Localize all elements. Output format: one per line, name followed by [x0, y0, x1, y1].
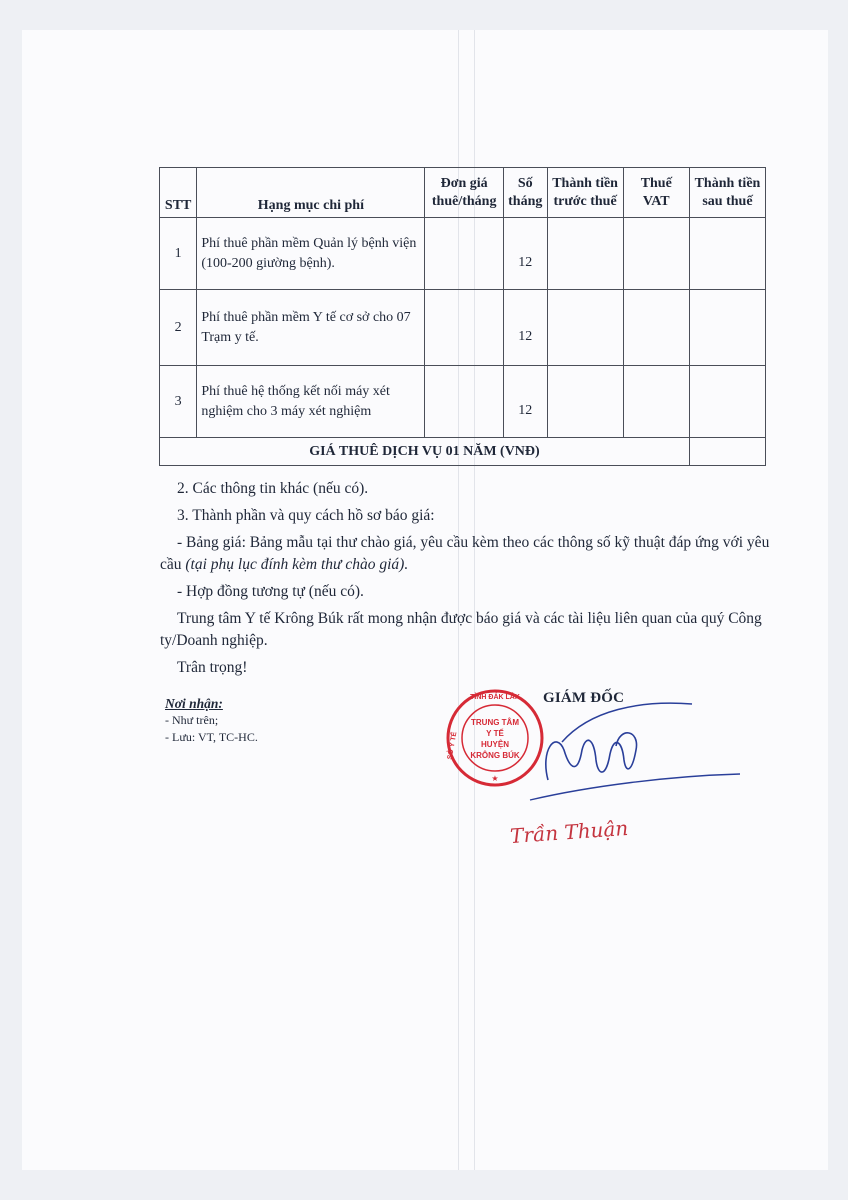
row-post-tax: [689, 290, 765, 366]
header-stt: STT: [160, 168, 197, 218]
row-stt: 3: [160, 366, 197, 438]
row-vat: [623, 218, 689, 290]
row-item: Phí thuê hệ thống kết nối máy xét nghiệm cho 3 máy xét nghiệm: [197, 366, 425, 438]
row-post-tax: [689, 218, 765, 290]
table-row: [160, 218, 766, 290]
signer-name: Trần Thuận: [509, 815, 630, 849]
price-table: [159, 167, 766, 466]
other-info-paragraph: 2. Các thông tin khác (nếu có).: [177, 480, 369, 497]
header-unit-price: Đơn giá thuê/tháng: [425, 168, 503, 218]
handwritten-signature: [470, 690, 750, 810]
row-vat: [623, 290, 689, 366]
letter-body: [160, 478, 772, 679]
row-unit-price: [425, 290, 503, 366]
row-pre-tax: [547, 290, 623, 366]
header-vat: Thuế VAT: [623, 168, 689, 218]
table-header-row: [160, 168, 766, 218]
svg-text:Y TẾ: Y TẾ: [486, 729, 504, 738]
svg-text:SỞ Y TẾ: SỞ Y TẾ: [446, 731, 459, 761]
row-post-tax: [689, 366, 765, 438]
table-row: [160, 366, 766, 438]
table-total-row: [160, 438, 766, 466]
svg-text:TRUNG TÂM: TRUNG TÂM: [471, 718, 519, 727]
svg-text:TỈNH ĐẮK LẮK: TỈNH ĐẮK LẮK: [470, 694, 520, 701]
regards-paragraph: Trân trọng!: [177, 659, 248, 676]
svg-text:★: ★: [491, 774, 499, 783]
header-months: Số tháng: [503, 168, 547, 218]
recipient-item: - Như trên;: [165, 713, 219, 727]
row-item: Phí thuê phần mềm Y tế cơ sở cho 07 Trạm y tế.: [197, 290, 425, 366]
components-paragraph: 3. Thành phần và quy cách hồ sơ báo giá:: [177, 507, 435, 524]
recipients-block: [165, 695, 258, 746]
svg-text:HUYỆN: HUYỆN: [480, 740, 510, 749]
row-vat: [623, 366, 689, 438]
row-months: 12: [503, 290, 547, 366]
row-stt: 1: [160, 218, 197, 290]
similar-contracts-paragraph: - Hợp đồng tương tự (nếu có).: [177, 583, 364, 600]
row-unit-price: [425, 218, 503, 290]
header-post-tax: Thành tiền sau thuế: [689, 168, 765, 218]
row-stt: 2: [160, 290, 197, 366]
row-pre-tax: [547, 366, 623, 438]
header-pre-tax: Thành tiền trước thuế: [547, 168, 623, 218]
row-unit-price: [425, 366, 503, 438]
recipient-item: - Lưu: VT, TC-HC.: [165, 730, 258, 744]
price-table-paragraph: - Bảng giá: Bảng mẫu tại thư chào giá, yêu cầu kèm theo các thông số kỹ thuật đáp ứng với yêu cầu (tại phụ lục đính kèm thư chào giá).: [160, 534, 770, 573]
header-item: Hạng mục chi phí: [197, 168, 425, 218]
row-pre-tax: [547, 218, 623, 290]
svg-text:KRÔNG BÚK: KRÔNG BÚK: [470, 751, 520, 760]
director-title: GIÁM ĐỐC: [543, 690, 625, 706]
total-value: [689, 438, 765, 466]
row-item: Phí thuê phần mềm Quản lý bệnh viện (100-200 giường bệnh).: [197, 218, 425, 290]
recipients-title: Nơi nhận:: [165, 696, 223, 711]
total-label: GIÁ THUÊ DỊCH VỤ 01 NĂM (VNĐ): [160, 438, 690, 466]
row-months: 12: [503, 218, 547, 290]
closing-paragraph: Trung tâm Y tế Krông Búk rất mong nhận được báo giá và các tài liệu liên quan của quý Công ty/Doanh nghiệp.: [160, 610, 762, 649]
row-months: 12: [503, 366, 547, 438]
table-row: [160, 290, 766, 366]
